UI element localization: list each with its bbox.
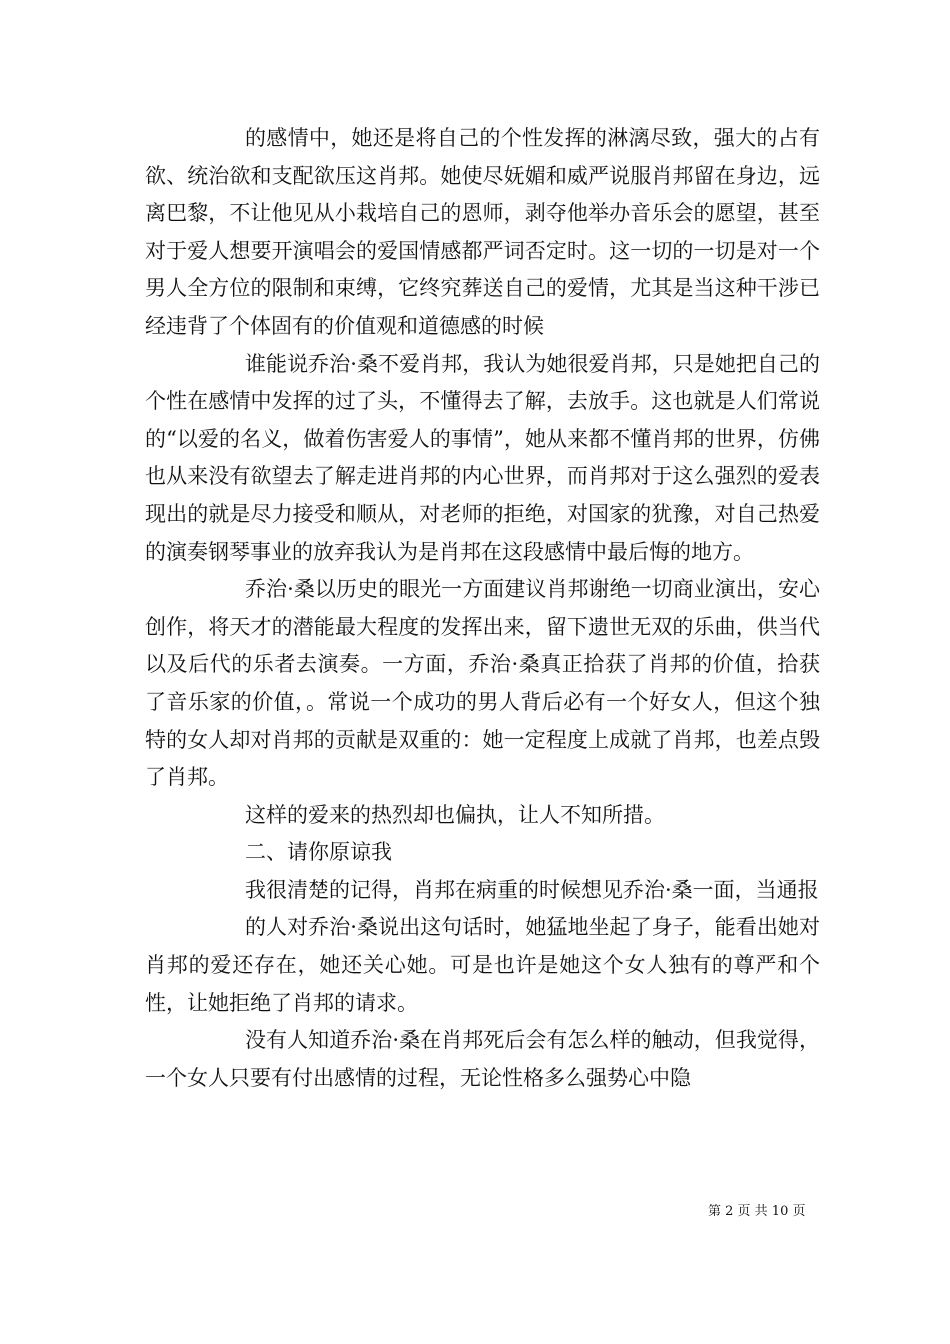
document-body [145,120,820,1097]
paragraph-3: 乔治·桑以历史的眼光一方面建议肖邦谢绝一切商业演出，安心创作，将天才的潜能最大程度的发挥出来，留下遗世无双的乐曲，供当代以及后代的乐者去演奏。一方面，乔治·桑真正拾获了肖邦的价值，拾获了音乐家的价值，。常说一个成功的男人背后必有一个好女人，但这个独特的女人却对肖邦的贡献是双重的：她一定程度上成就了肖邦，也差点毁了肖邦。 [145,577,820,790]
paragraph-4: 这样的爱来的热烈却也偏执，让人不知所措。 [245,802,665,827]
paragraph-7: 没有人知道乔治·桑在肖邦死后会有怎么样的触动，但我觉得，一个女人只要有付出感情的过程，无论性格多么强势心中隐 [145,1028,820,1090]
section-heading: 二、请你原谅我 [245,840,392,865]
paragraph-2: 谁能说乔治·桑不爱肖邦，我认为她很爱肖邦，只是她把自己的个性在感情中发挥的过了头，不懂得去了解，去放手。这也就是人们常说的“以爱的名义，做着伤害爱人的事情”，她从来都不懂肖邦的世界，仿佛也从来没有欲望去了解走进肖邦的内心世界，而肖邦对于这么强烈的爱表现出的就是尽力接受和顺从，对老师的拒绝，对国家的犹豫，对自己热爱的演奏钢琴事业的放弃我认为是肖邦在这段感情中最后悔的地方。 [145,351,820,564]
paragraph-1: 的感情中，她还是将自己的个性发挥的淋漓尽致，强大的占有欲、统治欲和支配欲压这肖邦。她使尽妩媚和威严说服肖邦留在身边，远离巴黎，不让他见从小栽培自己的恩师，剥夺他举办音乐会的愿望，甚至对于爱人想要开演唱会的爱国情感都严词否定时。这一切的一切是对一个男人全方位的限制和束缚，它终究葬送自己的爱情，尤其是当这种干涉已经违背了个体固有的价值观和道德感的时候 [145,126,820,338]
paragraph-6: 的人对乔治·桑说出这句话时，她猛地坐起了身子，能看出她对肖邦的爱还存在，她还关心她。可是也许是她这个女人独有的尊严和个性，让她拒绝了肖邦的请求。 [145,915,820,1015]
paragraph-5: 我很清楚的记得，肖邦在病重的时候想见乔治·桑一面，当通报 [245,877,819,902]
page-number-footer: 第 2 页 共 10 页 [708,1204,806,1219]
